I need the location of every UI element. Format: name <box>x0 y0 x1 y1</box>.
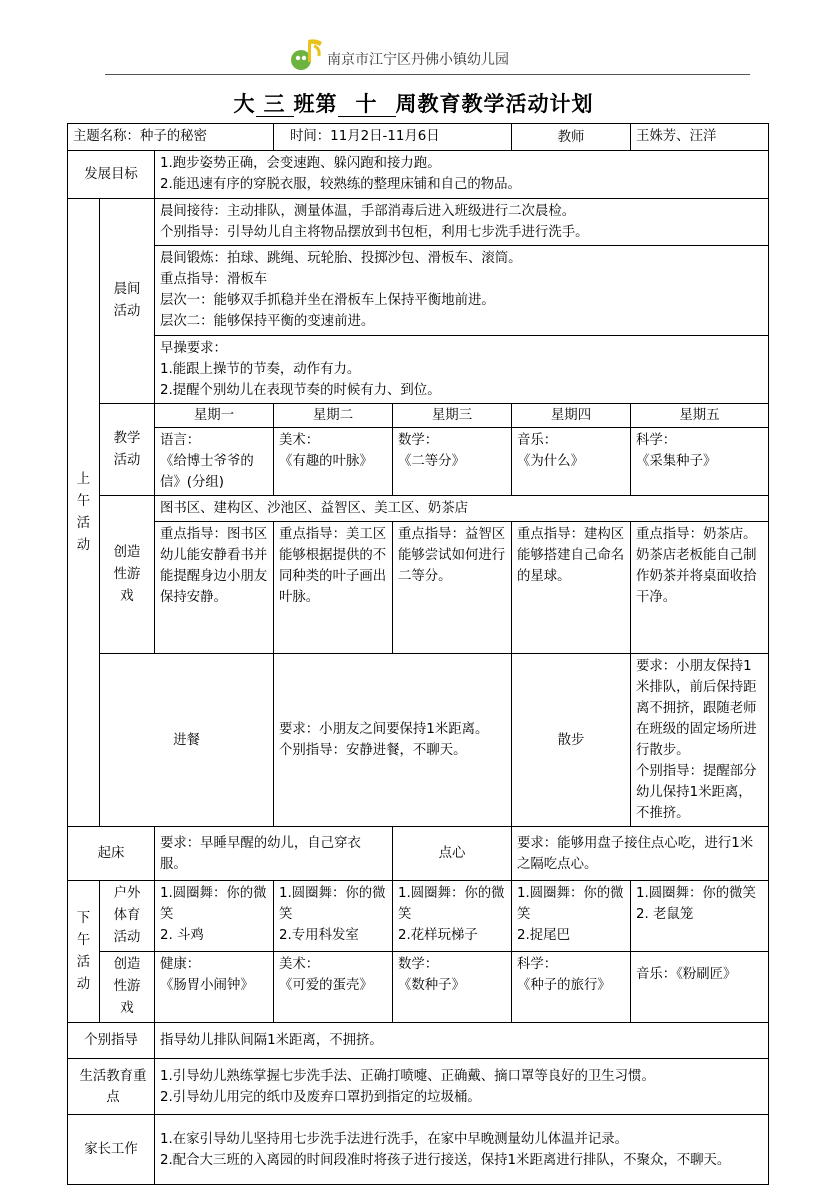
theme-cell: 主题名称：种子的秘密 <box>68 124 274 151</box>
teaching-row <box>68 428 769 496</box>
reception-content: 晨间接待：主动排队，测量体温，手部消毒后进入班级进行二次晨检。 个别指导：引导幼儿自主将物品摆放到书包柜，利用七步洗手进行洗手。 <box>155 199 769 246</box>
drill-content: 早操要求： 1.能跟上操节的节奏，动作有力。 2.提醒个别幼儿在表现节奏的时候有力、到位。 <box>155 336 769 404</box>
creative-mon: 重点指导：图书区幼儿能安静看书并能提醒身边小朋友保持安静。 <box>155 522 274 654</box>
meal-row <box>68 654 769 827</box>
teaching-thu: 音乐： 《为什么》 <box>512 428 631 496</box>
teacher-names: 王姝芳、汪洋 <box>631 124 769 151</box>
pm-creative-thu: 科学： 《种子的旅行》 <box>512 952 631 1023</box>
page-header <box>105 30 750 80</box>
life-label: 生活教育重点 <box>68 1059 155 1115</box>
creative-thu: 重点指导：建构区能够搭建自己命名的星球。 <box>512 522 631 654</box>
week-number: 十 <box>338 91 396 117</box>
afternoon-creative-label: 创造性游戏 <box>100 952 155 1023</box>
meal-content: 要求：小朋友之间要保持1米距离。 个别指导：安静进餐，不聊天。 <box>274 654 512 827</box>
weekday-fri: 星期五 <box>631 404 769 428</box>
weekday-thu: 星期四 <box>512 404 631 428</box>
outdoor-fri: 1.圆圈舞：你的微笑 2. 老鼠笼 <box>631 881 769 952</box>
parents-row <box>68 1115 769 1185</box>
parents-label: 家长工作 <box>68 1115 155 1185</box>
teaching-tue: 美术： 《有趣的叶脉》 <box>274 428 393 496</box>
creative-areas: 图书区、建构区、沙池区、益智区、美工区、奶茶店 <box>155 496 769 522</box>
guidance-label: 个别指导 <box>68 1023 155 1059</box>
afternoon-section-label: 下午活动 <box>68 881 100 1023</box>
wake-row <box>68 827 769 881</box>
outdoor-label: 户外体育活动 <box>100 881 155 952</box>
weekday-tue: 星期二 <box>274 404 393 428</box>
wake-content: 要求：早睡早醒的幼儿，自己穿衣服。 <box>155 827 393 881</box>
morning-activity-label: 晨间活动 <box>100 199 155 404</box>
creative-row <box>68 522 769 654</box>
goals-label: 发展目标 <box>68 151 155 199</box>
info-row <box>68 124 769 151</box>
walk-content: 要求：小朋友保持1米排队，前后保持距离不拥挤，跟随老师在班级的固定场所进行散步。 个别指导：提醒部分幼儿保持1米距离，不推挤。 <box>631 654 769 827</box>
pm-creative-wed: 数学： 《数种子》 <box>393 952 512 1023</box>
exercise-content: 晨间锻炼：拍球、跳绳、玩轮胎、投掷沙包、滑板车、滚筒。 重点指导：滑板车 层次一：能够双手抓稳并坐在滑板车上保持平衡地前进。 层次二：能够保持平衡的变速前进。 <box>155 246 769 336</box>
guidance-content: 指导幼儿排队间隔1米距离，不拥挤。 <box>155 1023 769 1059</box>
life-content: 1.引导幼儿熟练掌握七步洗手法、正确打喷嚏、正确戴、摘口罩等良好的卫生习惯。 2.引导幼儿用完的纸巾及废弃口罩扔到指定的垃圾桶。 <box>155 1059 769 1115</box>
weekday-mon: 星期一 <box>155 404 274 428</box>
kindergarten-logo <box>286 36 326 72</box>
teaching-mon: 语言： 《给博士爷爷的信》(分组) <box>155 428 274 496</box>
weekday-header-row <box>68 404 769 428</box>
outdoor-tue: 1.圆圈舞：你的微笑 2.专用科发室 <box>274 881 393 952</box>
outdoor-wed: 1.圆圈舞：你的微笑 2.花样玩梯子 <box>393 881 512 952</box>
page-title: 大 三 班第 十 周教育教学活动计划 <box>233 91 594 116</box>
pm-creative-tue: 美术： 《可爱的蛋壳》 <box>274 952 393 1023</box>
header-divider <box>105 74 750 75</box>
creative-areas-row <box>68 496 769 522</box>
meal-label: 进餐 <box>100 654 274 827</box>
wake-label: 起床 <box>68 827 155 881</box>
outdoor-thu: 1.圆圈舞：你的微笑 2.捉尾巴 <box>512 881 631 952</box>
plan-table <box>67 123 769 1185</box>
creative-fri: 重点指导：奶茶店。奶茶店老板能自己制作奶茶并将桌面收拾干净。 <box>631 522 769 654</box>
outdoor-mon: 1.圆圈舞：你的微笑 2. 斗鸡 <box>155 881 274 952</box>
guidance-row <box>68 1023 769 1059</box>
life-row <box>68 1059 769 1115</box>
creative-wed: 重点指导：益智区能够尝试如何进行二等分。 <box>393 522 512 654</box>
goals-row <box>68 151 769 199</box>
teaching-fri: 科学： 《采集种子》 <box>631 428 769 496</box>
drill-row <box>68 336 769 404</box>
teacher-label: 教师 <box>512 124 631 151</box>
outdoor-row <box>68 881 769 952</box>
time-cell: 时间：11月2日-11月6日 <box>274 124 512 151</box>
creative-tue: 重点指导：美工区能够根据提供的不同种类的叶子画出叶脉。 <box>274 522 393 654</box>
walk-label: 散步 <box>512 654 631 827</box>
weekday-wed: 星期三 <box>393 404 512 428</box>
class-number: 三 <box>256 91 294 117</box>
snack-label: 点心 <box>393 827 512 881</box>
school-name: 南京市江宁区丹佛小镇幼儿园 <box>327 52 509 68</box>
afternoon-creative-row <box>68 952 769 1023</box>
teaching-wed: 数学： 《二等分》 <box>393 428 512 496</box>
parents-content: 1.在家引导幼儿坚持用七步洗手法进行洗手，在家中早晚测量幼儿体温并记录。 2.配合大三班的入离园的时间段准时将孩子进行接送，保持1米距离进行排队，不聚众，不聊天。 <box>155 1115 769 1185</box>
goals-content: 1.跑步姿势正确，会变速跑、躲闪跑和接力跑。 2.能迅速有序的穿脱衣服，较熟练的整理床铺和自己的物品。 <box>155 151 769 199</box>
morning-section-label: 上午活动 <box>68 199 100 827</box>
pm-creative-fri: 音乐：《粉刷匠》 <box>631 952 769 1023</box>
exercise-row <box>68 246 769 336</box>
pm-creative-mon: 健康： 《肠胃小闹钟》 <box>155 952 274 1023</box>
teaching-label: 教学活动 <box>100 404 155 496</box>
creative-label: 创造性游戏 <box>100 496 155 654</box>
snack-content: 要求：能够用盘子接住点心吃，进行1米之隔吃点心。 <box>512 827 769 881</box>
reception-row <box>68 199 769 246</box>
